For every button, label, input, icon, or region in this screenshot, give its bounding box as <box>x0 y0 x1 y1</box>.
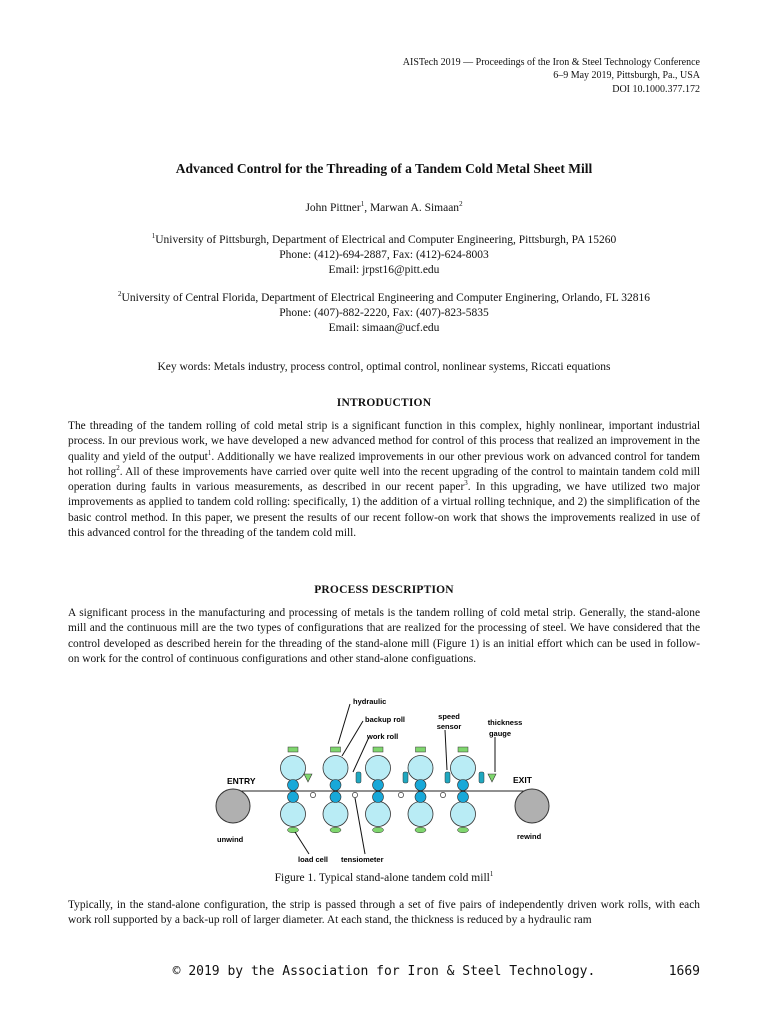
backup-roll-top <box>323 756 348 781</box>
citation-mark: 1 <box>207 448 212 457</box>
work-roll-bottom <box>415 792 426 803</box>
tensiometer-roller-icon <box>352 792 357 797</box>
load-cell-icon <box>288 827 299 833</box>
citation-mark: 3 <box>464 479 468 488</box>
speed-sensor-icon <box>356 772 361 783</box>
body-text: . Additionally we have realized improvements in our other previous work on advanced control for tandem hot rolling <box>68 450 700 478</box>
caption-text: Figure 1. Typical stand-alone tandem cold mill <box>274 872 490 884</box>
hydraulic-label: hydraulic <box>353 697 387 706</box>
backup-roll-bottom <box>323 802 348 827</box>
backup-roll-bottom <box>281 802 306 827</box>
hydraulic-ram-icon <box>288 747 298 752</box>
exit-label: EXIT <box>513 775 532 785</box>
citation-mark: 2 <box>116 464 120 473</box>
affiliation-mark: 1 <box>151 232 156 241</box>
author-name: Marwan A. Simaan <box>369 202 460 214</box>
affiliation-1 <box>0 233 768 278</box>
tensiometer-roller-icon <box>398 792 403 797</box>
body-text: The threading of the tandem rolling of cold metal strip is a significant function in this complex, highly nonlinear, important industrial process. In our previous work, we have developed a new advanced method for control of this process that realized an improvement in the quality and yield of the output <box>68 420 700 463</box>
tensiometer-roller-icon <box>440 792 445 797</box>
unwind-label: unwind <box>217 835 244 844</box>
work-roll-top <box>373 780 384 791</box>
paper-title: Advanced Control for the Threading of a Tandem Cold Metal Sheet Mill <box>175 161 593 176</box>
citation-mark: 1 <box>489 870 494 879</box>
hydraulic-ram-icon <box>458 747 468 752</box>
work-roll-top <box>415 780 426 791</box>
load-cell-label: load cell <box>298 855 329 864</box>
work-roll-top <box>330 780 341 791</box>
affiliation-institution: University of Central Florida, Department of Electrical Engineering and Computer Enginering, Orlando, FL 32816 <box>121 292 650 304</box>
backup-roll-top <box>366 756 391 781</box>
rewind-coil <box>515 789 549 823</box>
figure-tandem-mill-diagram <box>205 692 560 867</box>
affiliation-email: Email: jrpst16@pitt.edu <box>328 264 440 276</box>
backup-roll-label: backup roll <box>365 715 406 724</box>
backup-roll-bottom <box>451 802 476 827</box>
load-cell-icon <box>458 827 469 833</box>
thickness-gauge-icon <box>304 774 312 782</box>
affiliation-email: Email: simaan@ucf.edu <box>328 322 440 334</box>
doi: DOI 10.1000.377.172 <box>612 83 700 95</box>
work-roll-bottom <box>458 792 469 803</box>
work-roll-top <box>458 780 469 791</box>
page-number: 1669 <box>668 964 700 979</box>
speed-sensor-icon <box>403 772 408 783</box>
load-cell-icon <box>373 827 384 833</box>
speed-sensor-label: speed <box>438 712 460 721</box>
body-text: . In this upgrading, we have utilized two major improvements as applied to tandem cold rolling: specifically, 1) the addition of a virtual rolling technique, and 2) the simplification of the basic control method. In this paper, we present the results of our recent follow-on work that shows the improvements realized in use of this advanced control for the threading of the tandem cold mill. <box>68 481 700 540</box>
author-affiliation-mark: 1 <box>360 200 365 209</box>
author-separator: , <box>364 202 370 214</box>
tensiometer-label: tensiometer <box>341 855 384 864</box>
hydraulic-ram-icon <box>331 747 341 752</box>
unwind-coil <box>216 789 250 823</box>
copyright-footer: © 2019 by the Association for Iron & Steel Technology. <box>172 964 596 979</box>
hydraulic-ram-icon <box>373 747 383 752</box>
work-roll-bottom <box>288 792 299 803</box>
entry-label: ENTRY <box>227 776 256 786</box>
tensiometer-roller-icon <box>310 792 315 797</box>
keywords: Key words: Metals industry, process control, optimal control, nonlinear systems, Riccati equations <box>157 361 611 373</box>
speed-sensor-icon <box>479 772 484 783</box>
affiliation-institution: University of Pittsburgh, Department of Electrical and Computer Engineering, Pittsburgh, PA 15260 <box>155 234 617 246</box>
author-name: John Pittner <box>305 202 361 214</box>
work-roll-top <box>288 780 299 791</box>
author-list <box>0 202 768 214</box>
hydraulic-ram-icon <box>416 747 426 752</box>
process-description-paragraph: A significant process in the manufacturing and processing of metals is the tandem rolling of cold metal strip. Generally, the stand-alone mill and the continuous mill are the two types of configurations that are realized for the processing of steel. We have considered that the control developed as described herein for the threading of the stand-alone mill (Figure 1) is an initial effort which can be used in follow-on work for the control of continuous configurations and other stand-alone configuations. <box>68 607 700 665</box>
thickness-gauge-label: gauge <box>488 729 512 738</box>
backup-roll-bottom <box>366 802 391 827</box>
thickness-gauge-label: thickness <box>487 718 523 727</box>
speed-sensor-icon <box>445 772 450 783</box>
section-heading-process-description: PROCESS DESCRIPTION <box>314 584 454 596</box>
work-roll-bottom <box>373 792 384 803</box>
affiliation-mark: 2 <box>118 290 122 299</box>
load-cell-icon <box>330 827 341 833</box>
backup-roll-top <box>451 756 476 781</box>
affiliation-2 <box>0 291 768 336</box>
work-roll-label: work roll <box>367 732 399 741</box>
introduction-paragraph <box>68 419 700 541</box>
body-text: . All of these improvements have carried over quite well into the recent upgrading of the control to maintain tandem cold mill operation during faults in various measurements, as described in our recent paper <box>68 465 700 494</box>
backup-roll-top <box>281 756 306 781</box>
figure-caption <box>0 872 768 884</box>
author-affiliation-mark: 2 <box>459 200 463 209</box>
section-heading-introduction: INTRODUCTION <box>336 397 432 409</box>
conference-date-location: 6–9 May 2019, Pittsburgh, Pa., USA <box>553 70 700 82</box>
affiliation-phone: Phone: (412)-694-2887, Fax: (412)-624-8003 <box>279 249 489 261</box>
proceedings-header <box>403 56 700 96</box>
load-cell-icon <box>415 827 426 833</box>
backup-roll-top <box>408 756 433 781</box>
affiliation-phone: Phone: (407)-882-2220, Fax: (407)-823-5835 <box>279 307 489 319</box>
backup-roll-bottom <box>408 802 433 827</box>
rewind-label: rewind <box>517 832 542 841</box>
speed-sensor-label: sensor <box>436 722 462 731</box>
thickness-gauge-icon <box>488 774 496 782</box>
stand-description-paragraph: Typically, in the stand-alone configuration, the strip is passed through a set of five pairs of independently driven work rolls, with each work roll supported by a back-up roll of larger diameter. At each stand, the thickness is reduced by a hydraulic ram <box>68 899 700 927</box>
conference-name: AISTech 2019 — Proceedings of the Iron & Steel Technology Conference <box>402 57 700 68</box>
work-roll-bottom <box>330 792 341 803</box>
